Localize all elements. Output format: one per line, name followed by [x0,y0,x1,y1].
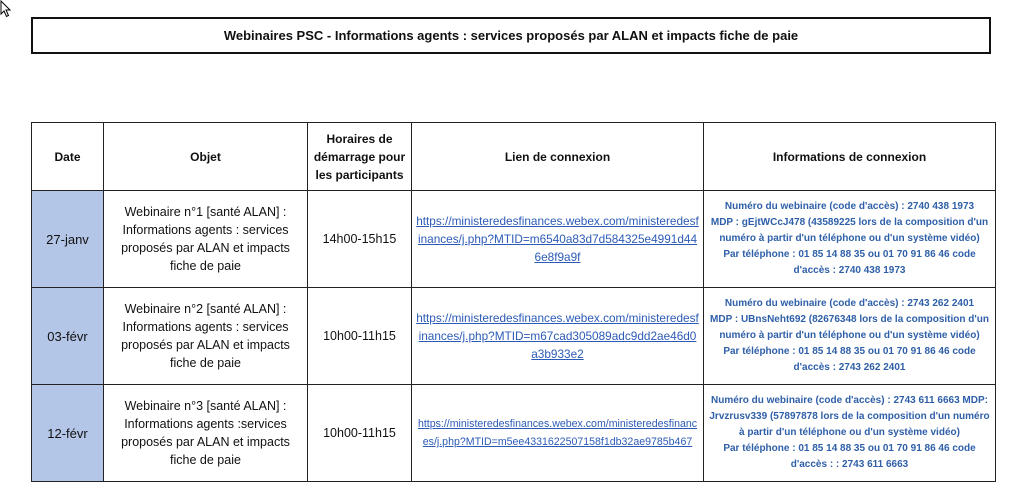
mouse-cursor-icon [0,0,12,18]
row-horaires: 14h00-15h15 [308,191,412,288]
row-info-cell [704,288,996,385]
page-title: Webinaires PSC - Informations agents : services proposés par ALAN et impacts fiche de paie [223,28,799,43]
row-horaires: 10h00-11h15 [308,288,412,385]
page-title-box [31,17,991,54]
row-horaires: 10h00-11h15 [308,385,412,482]
row-date: 27-janv [32,191,104,288]
info-access-code: Numéro du webinaire (code d'accès) : 2743 262 2401 [724,298,975,309]
info-phone: Par téléphone : 01 85 14 88 35 ou 01 70 91 86 46 code d'accès : 2743 262 2401 [723,346,976,373]
row-date: 03-févr [32,288,104,385]
row-info-cell [704,191,996,288]
row-lien-cell [412,385,704,482]
info-phone: Par téléphone : 01 85 14 88 35 ou 01 70 91 86 46 code d'accès : : 2743 611 6663 [723,443,976,470]
table-header-row [32,123,996,191]
table-row [32,288,996,385]
header-date: Date [32,123,104,191]
table-row [32,191,996,288]
info-password: MDP : UBnsNeht692 (82676348 lors de la composition d'un numéro à partir d'un téléphone ou d'un système vidéo) [710,314,989,341]
table-row [32,385,996,482]
row-objet: Webinaire n°3 [santé ALAN] : Informations agents :services proposés par ALAN et impacts fiche de paie [104,385,308,482]
info-access-code: Numéro du webinaire (code d'accès) : 2740 438 1973 [724,201,975,212]
header-objet: Objet [104,123,308,191]
header-informations: Informations de connexion [704,123,996,191]
row-date: 12-févr [32,385,104,482]
header-lien: Lien de connexion [412,123,704,191]
row-objet: Webinaire n°2 [santé ALAN] : Informations agents : services proposés par ALAN et impacts fiche de paie [104,288,308,385]
connection-link[interactable]: https://ministeredesfinances.webex.com/ministeredesfinances/j.php?MTID=m6540a83d7d584325e4991d446e8f9a9f [416,214,699,264]
webinar-schedule-table [31,122,996,482]
row-lien-cell [412,288,704,385]
row-info-cell [704,385,996,482]
info-password: MDP : gEjtWCcJ478 (43589225 lors de la composition d'un numéro à partir d'un téléphone ou d'un système vidéo) [710,217,989,244]
connection-link[interactable]: https://ministeredesfinances.webex.com/ministeredesfinances/j.php?MTID=m5ee4331622507158f1db32ae9785b467 [417,418,698,448]
row-objet: Webinaire n°1 [santé ALAN] : Informations agents : services proposés par ALAN et impacts fiche de paie [104,191,308,288]
row-lien-cell [412,191,704,288]
info-phone: Par téléphone : 01 85 14 88 35 ou 01 70 91 86 46 code d'accès : 2740 438 1973 [723,249,976,276]
header-horaires: Horaires de démarrage pour les participants [308,123,412,191]
info-access-code-password: Numéro du webinaire (code d'accès) : 2743 611 6663 MDP: Jrvzrusv339 (57897878 lors de la composition d'un numéro à partir d'un téléphone ou d'un système vidéo) [709,395,990,438]
connection-link[interactable]: https://ministeredesfinances.webex.com/ministeredesfinances/j.php?MTID=m67cad305089adc9dd2ae46d0a3b933e2 [416,311,699,361]
